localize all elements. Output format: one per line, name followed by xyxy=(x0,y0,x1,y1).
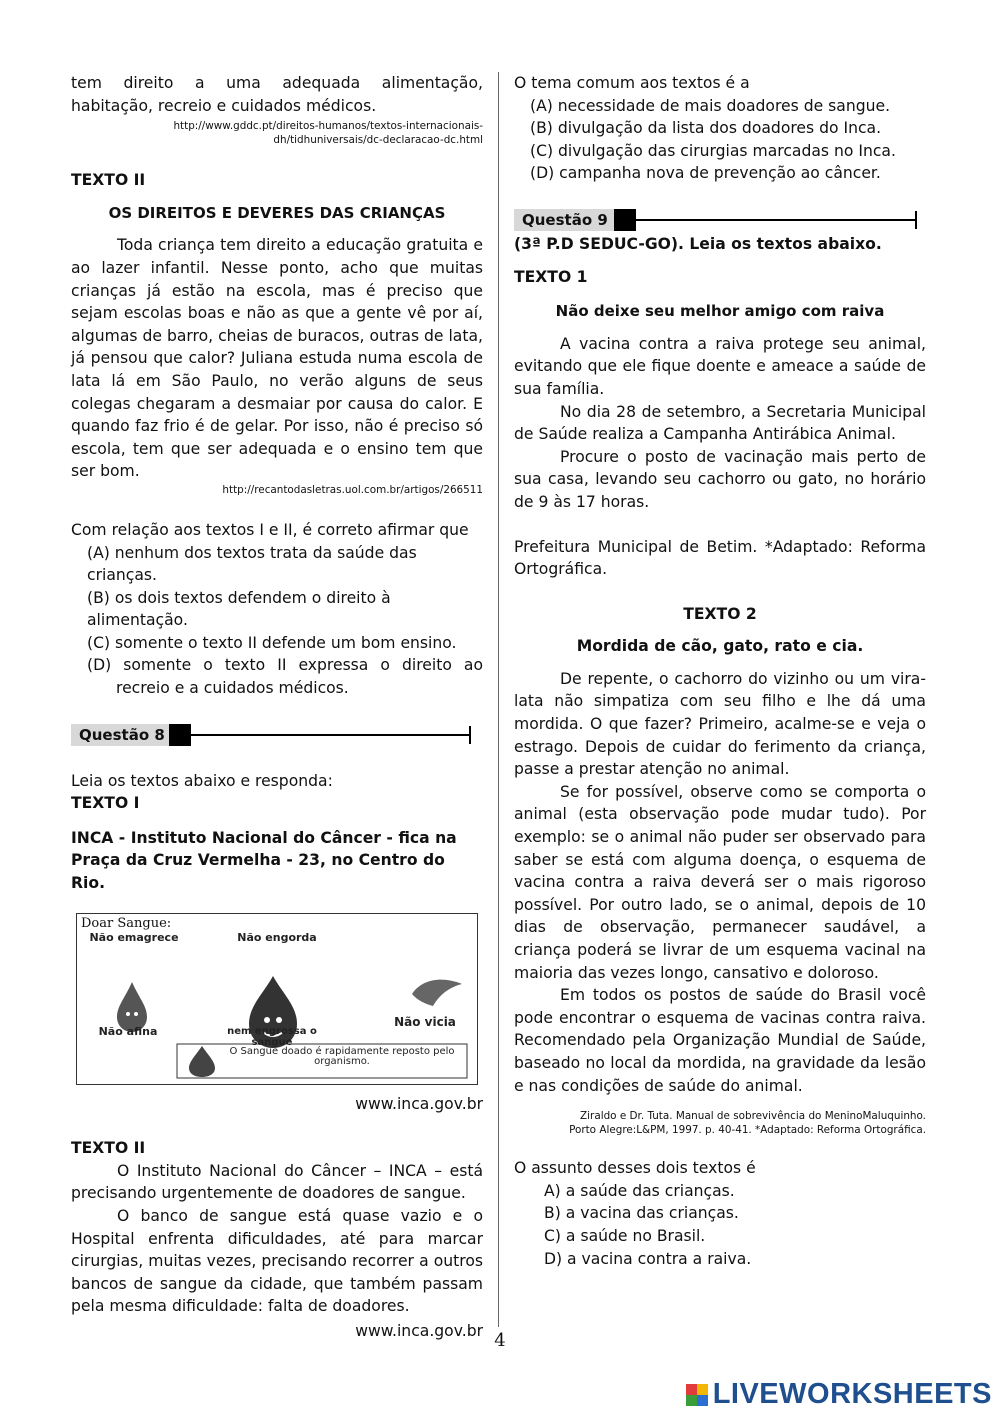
texto2-title: OS DIREITOS E DEVERES DAS CRIANÇAS xyxy=(108,203,446,222)
column-divider xyxy=(498,72,499,1327)
q9-option-b[interactable]: B) a vacina das crianças. xyxy=(544,1204,739,1223)
intro-source: http://www.gddc.pt/direitos-humanos/textos-internacionais-dh/tidhuniversais/dc-declaracao-dc.html xyxy=(173,120,483,147)
q8-texto2-heading: TEXTO II xyxy=(71,1139,146,1158)
question-8-label: Questão 8 xyxy=(71,724,173,746)
figure-label-nem-engrossa: nem engrossa o sangue xyxy=(227,1025,317,1048)
brand-text: LIVEWORKSHEETS xyxy=(712,1378,992,1410)
texto2-source: http://recantodasletras.uol.com.br/artigos/266511 xyxy=(222,483,483,496)
q9-source-line: (3ª P.D SEDUC-GO). Leia os textos abaixo. xyxy=(514,234,882,253)
texto1-p2: No dia 28 de setembro, a Secretaria Municipal de Saúde realiza a Campanha Antirábica Animal. xyxy=(514,402,926,444)
liveworksheets-logo[interactable] xyxy=(686,1378,992,1411)
q7-option-b[interactable]: (B) os dois textos defendem o direito à alimentação. xyxy=(87,588,391,630)
texto2-p2-right: Se for possível, observe como se comporta o animal (esta observação pode mudar tudo). Por exemplo: se o animal não puder ser observado para saber se está com alguma doença, o esquema de vacina contra a raiva deverá ser o mais rigoroso possível. Por outro lado, se o animal, depois de 10 dias de observação, permanecer saudável, a criança poderá se livrar de um esquema vacinal na maioria das vezes longo, cansativo e doloroso. xyxy=(514,782,926,982)
q7-option-c[interactable]: (C) somente o texto II defende um bom ensino. xyxy=(87,633,457,652)
question-8-bar xyxy=(71,724,483,748)
texto2-heading: TEXTO II xyxy=(71,171,146,190)
question-8-block xyxy=(169,724,191,746)
q9-option-c[interactable]: C) a saúde no Brasil. xyxy=(544,1226,706,1245)
texto2-p3-right: Em todos os postos de saúde do Brasil você pode encontrar o esquema de vacinas contra raiva. Recomendado pela Organização Mundial de Saúde, baseado no local da mordida, na gravidade da lesão e nas condições de saúde do animal. xyxy=(514,986,926,1095)
question-9-block xyxy=(614,209,636,231)
texto1-source: Prefeitura Municipal de Betim. *Adaptado: Reforma Ortográfica. xyxy=(514,537,926,579)
figure-label-nao-vicia: Não vicia xyxy=(394,1014,456,1029)
right-column xyxy=(514,72,926,1270)
q8-texto2-source: www.inca.gov.br xyxy=(355,1321,483,1340)
figure-source: www.inca.gov.br xyxy=(355,1094,483,1113)
q8-option-d[interactable]: (D) campanha nova de prevenção ao câncer. xyxy=(530,164,881,183)
q7-option-d[interactable]: (D) somente o texto II expressa o direito ao recreio e a cuidados médicos. xyxy=(87,656,483,698)
q8-texto1-title: INCA - Instituto Nacional do Câncer - fica na Praça da Cruz Vermelha - 23, no Centro do Rio. xyxy=(71,828,457,893)
q8-texto2-p2: O banco de sangue está quase vazio e o Hospital enfrenta dificuldades, até para marcar cirurgias, muitas vezes, precisando recorrer a outros bancos de sangue da cidade, que também passam pela mesma dificuldade: falta de doadores. xyxy=(71,1207,483,1316)
texto2-title-right: Mordida de cão, gato, rato e cia. xyxy=(576,637,864,656)
q7-option-a[interactable]: (A) nenhum dos textos trata da saúde das crianças. xyxy=(87,543,417,585)
texto2-p1-right: De repente, o cachorro do vizinho ou um vira-lata não simpatiza com seu filho e lhe dá uma mordida. O que fazer? Primeiro, acalme-se e veja o estrago. Depois de cuidar do ferimento da criança, passe a prestar atenção no animal. xyxy=(514,669,926,779)
figure-box-text: O Sangue doado é rapidamente reposto pelo organismo. xyxy=(229,1045,455,1067)
figure-label-nao-engorda: Não engorda xyxy=(237,930,317,944)
q9-option-d[interactable]: D) a vacina contra a raiva. xyxy=(544,1249,752,1268)
blood-donation-figure xyxy=(76,913,478,1085)
texto1-heading: TEXTO 1 xyxy=(514,267,588,286)
liveworksheets-icon xyxy=(686,1384,708,1406)
texto2-body: Toda criança tem direito a educação gratuita e ao lazer infantil. Nesse ponto, acho que muitas crianças já estão na escola, mas é preciso que sejam escolas boas e não as que a gente vê por aí, algumas de barro, cheias de buracos, outras de lata, já pensou que calor? Juliana estuda numa escola de lata lá em São Paulo, no verão alguns de seus colegas chegaram a desmaiar por causa do calor. E quando faz frio é de gelar. Por isso, não é preciso só escola, tem que ser adequada e o ensino tem que ser bom. xyxy=(71,236,483,481)
q7-prompt: Com relação aos textos I e II, é correto afirmar que xyxy=(71,520,469,539)
texto2-heading-right: TEXTO 2 xyxy=(683,604,757,623)
q8-option-b[interactable]: (B) divulgação da lista dos doadores do Inca. xyxy=(530,119,882,138)
figure-label-nao-afina: Não afina xyxy=(98,1024,158,1038)
texto1-p3: Procure o posto de vacinação mais perto de sua casa, levando seu cachorro ou gato, no horário de 9 às 17 horas. xyxy=(514,447,926,511)
q8-texto1-heading: TEXTO I xyxy=(71,794,140,813)
q9-prompt: O assunto desses dois textos é xyxy=(514,1159,756,1178)
figure-label-nao-emagrece: Não emagrece xyxy=(89,930,179,944)
texto2-source-line2: Porto Alegre:L&PM, 1997. p. 40-41. *Adaptado: Reforma Ortográfica. xyxy=(569,1124,926,1137)
texto2-source-line1: Ziraldo e Dr. Tuta. Manual de sobrevivência do MeninoMaluquinho. xyxy=(580,1110,926,1123)
intro-text: tem direito a uma adequada alimentação, habitação, recreio e cuidados médicos. xyxy=(71,74,483,115)
q8-option-c[interactable]: (C) divulgação das cirurgias marcadas no Inca. xyxy=(530,141,896,160)
q8-prompt: O tema comum aos textos é a xyxy=(514,74,750,92)
texto1-title: Não deixe seu melhor amigo com raiva xyxy=(555,302,885,321)
left-column xyxy=(71,72,483,1343)
q9-option-a[interactable]: A) a saúde das crianças. xyxy=(544,1181,735,1200)
q8-option-a[interactable]: (A) necessidade de mais doadores de sangue. xyxy=(530,96,891,115)
q8-intro: Leia os textos abaixo e responda: xyxy=(71,771,333,790)
page-number: 4 xyxy=(494,1330,506,1351)
question-9-bar xyxy=(514,209,926,233)
figure-title: Doar Sangue: xyxy=(81,915,172,931)
q8-texto2-p1: O Instituto Nacional do Câncer – INCA – está precisando urgentemente de doadores de sangue. xyxy=(71,1161,483,1203)
texto1-p1: A vacina contra a raiva protege seu animal, evitando que ele fique doente e ameace a saúde de sua família. xyxy=(514,334,926,398)
question-9-label: Questão 9 xyxy=(514,209,616,231)
